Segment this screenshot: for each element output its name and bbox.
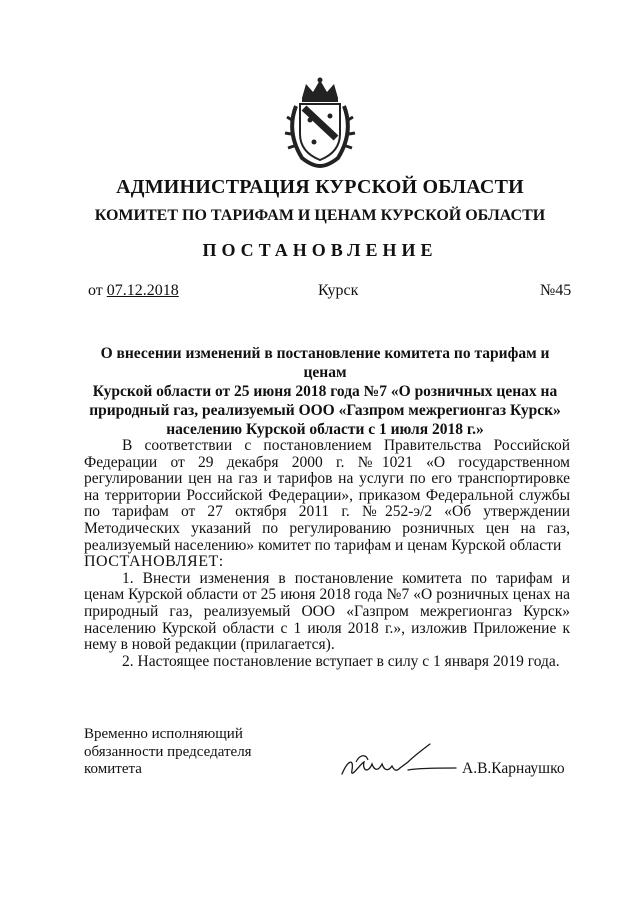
item-2-paragraph: 2. Настоящее постановление вступает в силу с 1 января 2019 года.	[122, 652, 560, 670]
subject-line: природный газ, реализуемый ООО «Газпром межрегионгаз Курск»	[89, 402, 561, 419]
signatory-name: А.В.Карнаушко	[462, 760, 565, 777]
subject-line: населению Курской области с 1 июля 2018 г.»	[166, 421, 484, 438]
signatory-title	[84, 726, 252, 779]
document-body	[84, 438, 570, 670]
document-type: ПОСТАНОВЛЕНИЕ	[202, 240, 438, 260]
signatory-title-line: Временно исполняющий	[84, 726, 243, 742]
coat-of-arms-icon	[282, 76, 358, 168]
administration-title: АДМИНИСТРАЦИЯ КУРСКОЙ ОБЛАСТИ	[116, 176, 524, 198]
subject-line: О внесении изменений в постановление комитета по тарифам и ценам	[100, 345, 550, 381]
committee-title: КОМИТЕТ ПО ТАРИФАМ И ЦЕНАМ КУРСКОЙ ОБЛАСТИ	[94, 207, 546, 224]
signatory-title-line: комитета	[84, 761, 142, 777]
subject-line: Курской области от 25 июня 2018 года №7 «О розничных ценах на	[92, 383, 558, 400]
document-subject	[82, 344, 568, 439]
decree-word: ПОСТАНОВЛЯЕТ:	[84, 553, 224, 571]
item-1-paragraph: 1. Внести изменения в постановление комитета по тарифам и ценам Курской области от 25 июня 2018 года №7 «О розничных ценах на природный газ, реализуемый ООО «Газпром межрегионгаз Курск» населению Курской области с 1 июля 2018 г.», изложив Приложение к нему в новой редакции (прилагается).	[84, 569, 570, 654]
handwritten-signature	[338, 740, 458, 786]
date-prefix: от	[88, 282, 103, 299]
document-number: №45	[540, 282, 572, 299]
document-date	[88, 282, 179, 300]
signatory-title-line: обязанности председателя	[84, 743, 252, 760]
preamble-paragraph: В соответствии с постановлением Правительства Российской Федерации от 29 декабря 2000 г. №1021 «О государственном регулировании цен на газ и тарифов на услуги по его транспортировке на территории Российской Федерации», приказом Федеральной службы по тарифам от 27 октября 2011 г. №252-э/2 «Об утверждении Методических указаний по регулированию розничных цен на газ, реализуемый населению» комитет по тарифам и ценам Курской области	[84, 437, 570, 554]
date-value: 07.12.2018	[106, 282, 179, 299]
document-city: Курск	[318, 282, 359, 299]
